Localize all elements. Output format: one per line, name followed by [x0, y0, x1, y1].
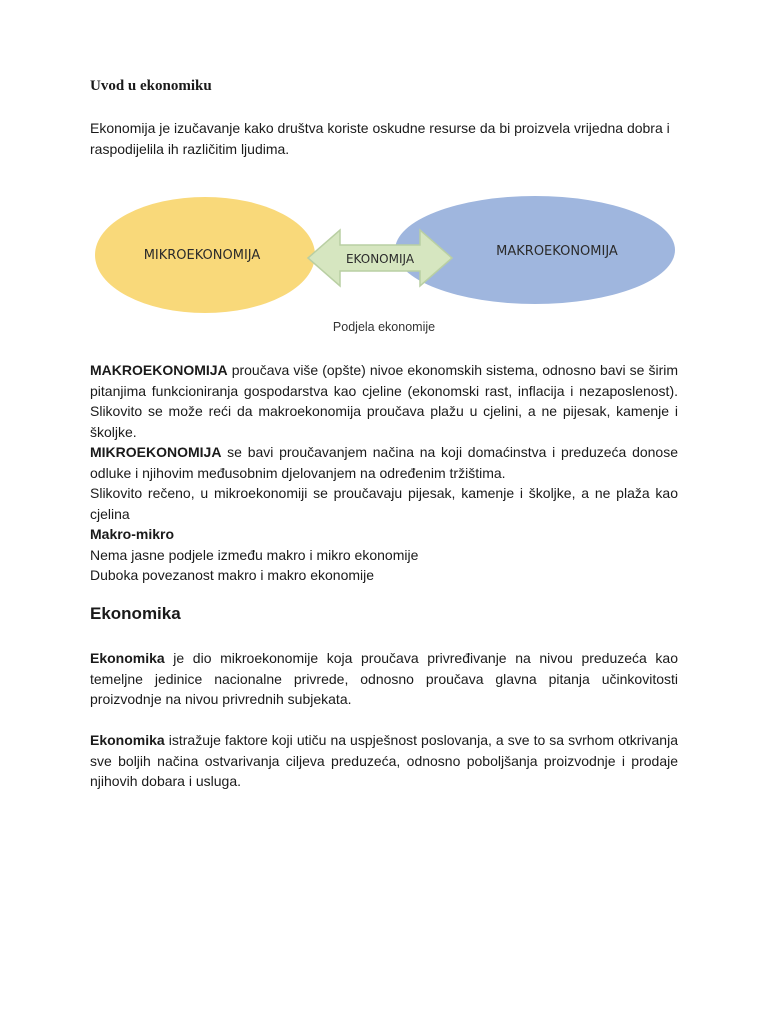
intro-paragraph: Ekonomija je izučavanje kako društva koriste oskudne resurse da bi proizvela vrijedna dobra i raspodijelila ih različitim ljudima. [90, 120, 670, 157]
ekonomika-paragraph-1 [90, 648, 678, 710]
ekonomika-text-1: je dio mikroekonomije koja proučava privređivanje na nivou preduzeća kao temeljne jedinice nacionalne privrede, odnosno proučava glavna pitanja učinkovitosti proizvodnje na nivou privrednih subjekata. [90, 650, 678, 707]
mikro-term: MIKROEKONOMIJA [90, 444, 222, 460]
mikro-label: MIKROEKONOMIJA [143, 248, 261, 263]
mikro-paragraph [90, 442, 678, 483]
ekonomika-term-2: Ekonomika [90, 732, 165, 748]
makro-mikro-heading-text: Makro-mikro [90, 526, 175, 542]
makro-mikro-line2: Duboka povezanost makro i makro ekonomije [90, 567, 375, 583]
mikro-text: se bavi proučavanjem načina na koji domaćinstva i preduzeća donose odluke i njihovim međusobnim djelovanjem na određenim tržištima. [90, 444, 678, 481]
makro-term: MAKROEKONOMIJA [90, 362, 228, 378]
document-title: Uvod u ekonomiku [90, 78, 212, 94]
ekonomika-heading: Ekonomika [90, 604, 181, 623]
makro-paragraph [90, 360, 678, 442]
ekonomija-label: EKONOMIJA [345, 252, 415, 266]
makro-text: proučava više (opšte) nivoe ekonomskih sistema, odnosno bavi se širim pitanjima funkcioniranja gospodarstva kao cjeline (ekonomski rast, inflacija i nezaposlenost). Slikovito se može reći da makroekonomija proučava plažu u cjelini, a ne pijesak, kamenje i školjke. [90, 362, 678, 440]
diagram-caption: Podjela ekonomije [332, 320, 436, 334]
economics-division-diagram [90, 190, 690, 315]
diagram-svg [90, 190, 690, 315]
definitions-section [90, 360, 678, 586]
mikro-extra-paragraph: Slikovito rečeno, u mikroekonomiji se proučavaju pijesak, kamenje i školjke, a ne plaža kao cjelina [90, 485, 678, 522]
makro-mikro-line1: Nema jasne podjele između makro i mikro ekonomije [90, 546, 419, 563]
makro-label: MAKROEKONOMIJA [496, 244, 618, 259]
makro-mikro-heading [90, 524, 678, 545]
ekonomika-text-2: istražuje faktore koji utiču na uspješnost poslovanja, a sve to sa svrhom otkrivanja sve boljih načina ostvarivanja ciljeva preduzeća, odnosno poboljšanja proizvodnje i prodaje njihovih dobara i usluga. [90, 732, 678, 789]
ekonomika-paragraph-2 [90, 730, 678, 792]
ekonomika-term-1: Ekonomika [90, 650, 165, 666]
